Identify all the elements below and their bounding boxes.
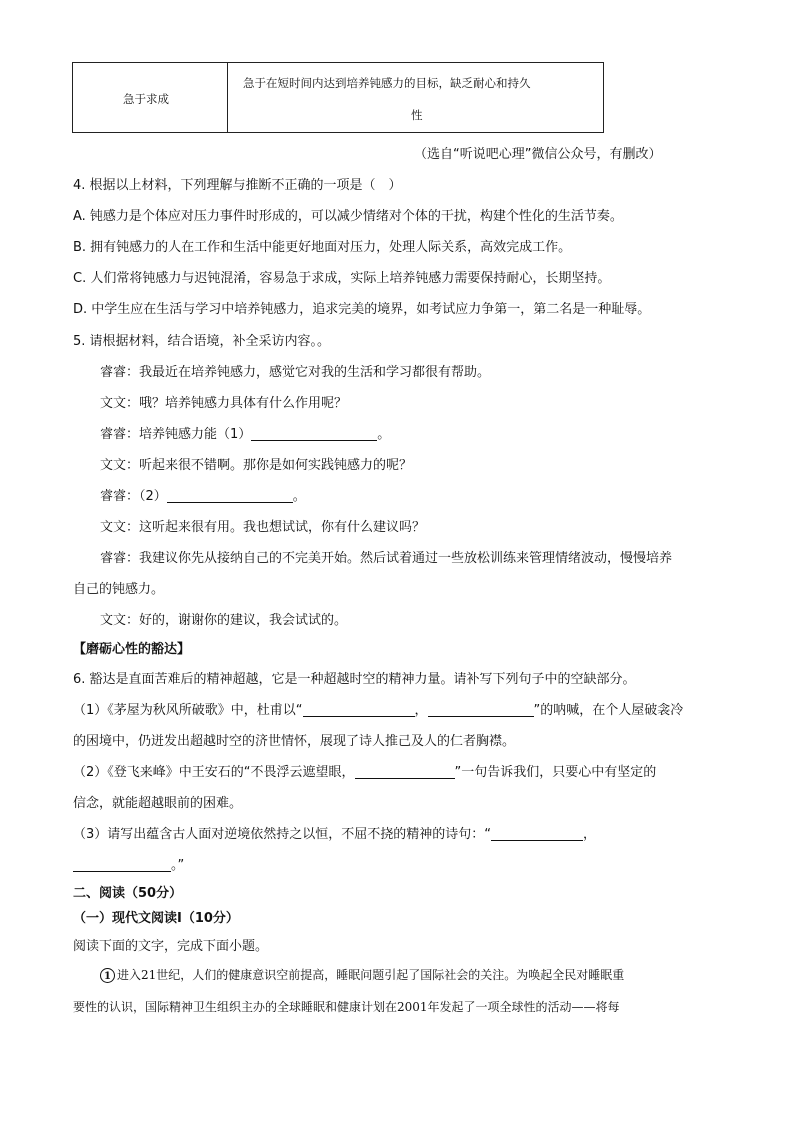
table-definition-line2: 性 xyxy=(411,108,423,122)
q6-s1-prefix: （1）《茅屋为秋风所破歌》中，杜甫以“ xyxy=(73,703,303,718)
q6-sentence-3 xyxy=(73,823,596,842)
q6-blank-3b[interactable] xyxy=(73,857,171,872)
part2-instruction: 阅读下面的文字，完成下面小题。 xyxy=(73,939,269,954)
q5-dialogue-5-suffix: 。 xyxy=(292,489,306,504)
q5-dialogue-2: 文文：哦？培养钝感力具体有什么作用呢？ xyxy=(100,396,348,411)
q4-option-d: D. 中学生应在生活与学习中培养钝感力，追求完美的境界，如考试应力争第一，第二名是一种耻辱。 xyxy=(73,302,651,317)
part2-heading: 二、阅读（50分） xyxy=(73,886,183,901)
q5-dialogue-3 xyxy=(100,423,390,442)
q5-dialogue-8: 文文：好的，谢谢你的建议，我会试试的。 xyxy=(100,613,348,628)
q6-blank-2[interactable] xyxy=(355,764,455,779)
q4-option-a: A. 钝感力是个体应对压力事件时形成的，可以减少情绪对个体的干扰，构建个性化的生活节奏。 xyxy=(73,209,623,224)
q4-option-b: B. 拥有钝感力的人在工作和生活中能更好地面对压力，处理人际关系，高效完成工作。 xyxy=(73,240,572,255)
q6-s2-suffix: ”一句告诉我们，只要心中有坚定的 xyxy=(454,765,657,780)
q6-s1-suffix: ”的呐喊，在个人屋破衾冷 xyxy=(533,703,684,718)
paragraph-number-badge: 1 xyxy=(100,968,115,983)
part2-subheading: （一）现代文阅读Ⅰ（10分） xyxy=(73,911,239,926)
passage-line-1-text: 进入21世纪，人们的健康意识空前提高，睡眠问题引起了国际社会的关注。为唤起全民对睡眠重 xyxy=(117,968,625,982)
q6-stem: 6. 豁达是直面苦难后的精神超越，它是一种超越时空的精神力量。请补写下列句子中的空缺部分。 xyxy=(73,672,636,687)
q6-s3-line2-suffix: 。” xyxy=(171,858,185,873)
q5-blank-2[interactable] xyxy=(167,488,293,503)
q4-stem: 4. 根据以上材料，下列理解与推断不正确的一项是（ ） xyxy=(73,178,402,193)
q6-blank-1b[interactable] xyxy=(428,702,534,717)
q6-s3-prefix: （3）请写出蕴含古人面对逆境依然持之以恒，不屈不挠的精神的诗句：“ xyxy=(73,827,492,842)
comparison-table xyxy=(72,62,604,133)
q6-sentence-2 xyxy=(73,761,656,780)
q5-dialogue-5-prefix: 睿睿：（2） xyxy=(100,489,167,504)
passage-line-1 xyxy=(100,966,624,983)
table-divider xyxy=(227,63,228,132)
q5-dialogue-3-prefix: 睿睿：培养钝感力能（1） xyxy=(100,427,252,442)
q4-option-c: C. 人们常将钝感力与迟钝混淆，容易急于求成，实际上培养钝感力需要保持耐心，长期坚持。 xyxy=(73,271,611,286)
table-definition-line1: 急于在短时间内达到培养钝感力的目标，缺乏耐心和持久 xyxy=(243,76,531,90)
q5-dialogue-7-line2: 自己的钝感力。 xyxy=(73,582,165,597)
q5-dialogue-5 xyxy=(100,485,306,504)
q6-sentence-1-line2: 的困境中，仍迸发出超越时空的济世情怀，展现了诗人推己及人的仁者胸襟。 xyxy=(73,734,516,749)
q5-dialogue-4: 文文：听起来很不错啊。那你是如何实践钝感力的呢？ xyxy=(100,458,413,473)
q6-blank-1a[interactable] xyxy=(303,702,415,717)
q5-dialogue-1: 睿睿：我最近在培养钝感力，感觉它对我的生活和学习都很有帮助。 xyxy=(100,365,491,380)
q6-s2-prefix: （2）《登飞来峰》中王安石的“不畏浮云遮望眼， xyxy=(73,765,355,780)
q6-s1-mid: ， xyxy=(414,703,428,718)
q5-blank-1[interactable] xyxy=(251,426,377,441)
q5-dialogue-3-suffix: 。 xyxy=(377,427,391,442)
passage-line-2: 要性的认识，国际精神卫生组织主办的全球睡眠和健康计划在2001年发起了一项全球性的活动——将每 xyxy=(73,1000,620,1014)
q5-stem: 5. 请根据材料，结合语境，补全采访内容。。 xyxy=(73,334,331,349)
table-term: 急于求成 xyxy=(123,92,169,106)
q6-sentence-1 xyxy=(73,699,683,718)
q6-sentence-3-line2 xyxy=(73,854,184,873)
source-note: （选自“听说吧心理”微信公众号，有删改） xyxy=(414,147,662,162)
q6-blank-3a[interactable] xyxy=(491,826,583,841)
q5-dialogue-7-line1: 睿睿：我建议你先从接纳自己的不完美开始。然后试着通过一些放松训练来管理情绪波动，慢慢培养 xyxy=(100,551,673,566)
q6-s3-suffix: ， xyxy=(583,827,597,842)
q6-sentence-2-line2: 信念，就能超越眼前的困难。 xyxy=(73,796,243,811)
q5-dialogue-6: 文文：这听起来很有用。我也想试试，你有什么建议吗？ xyxy=(100,520,426,535)
section-heading: 【磨砺心性的豁达】 xyxy=(73,642,191,657)
